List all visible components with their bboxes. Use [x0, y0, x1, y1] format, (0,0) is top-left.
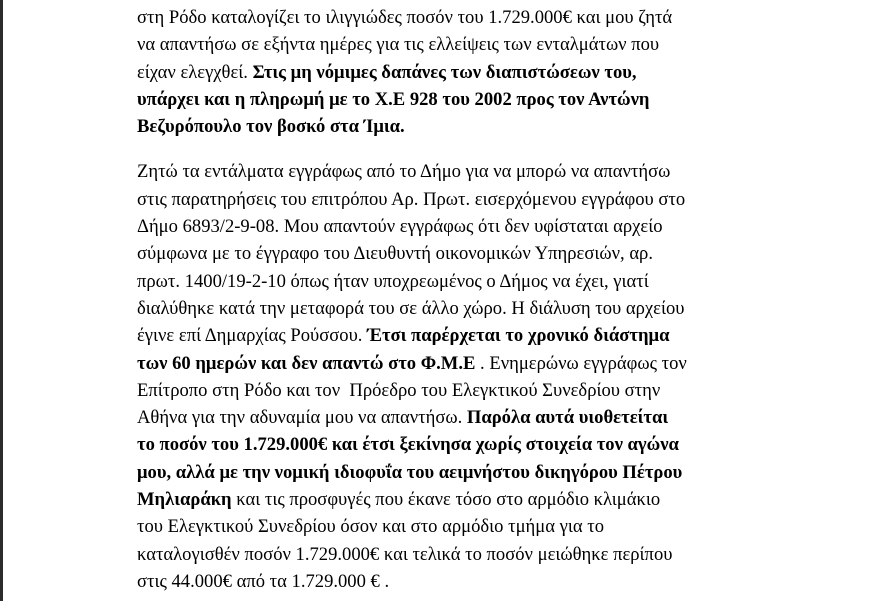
text-line [137, 404, 787, 431]
text-run: είχαν ελεγχθεί. [137, 61, 253, 83]
text-run: Επίτροπο στη Ρόδο και τον Πρόεδρο του Ελεγκτικού Συνεδρίου στην [137, 379, 661, 401]
text-line [137, 459, 787, 486]
document-page [137, 4, 787, 595]
text-run: διαλύθηκε κατά την μεταφορά του σε άλλο χώρο. Η διάλυση του αρχείου [137, 297, 685, 319]
paragraph-1 [137, 4, 787, 140]
bold-text-run: Μηλιαράκη [137, 489, 232, 511]
bold-text-run: των 60 ημερών και δεν απαντώ στο Φ.Μ.Ε [137, 352, 476, 374]
text-line [137, 31, 787, 58]
text-line [137, 568, 787, 595]
text-run: σύμφωνα με το έγγραφο του Διευθυντή οικονομικών Υπηρεσιών, αρ. [137, 243, 653, 265]
bold-text-run: Βεζυρόπουλο τον βοσκό στα Ίμια. [137, 116, 405, 138]
text-line [137, 59, 787, 86]
text-line [137, 541, 787, 568]
text-line [137, 431, 787, 458]
bold-text-run: το ποσόν του 1.729.000€ και έτσι ξεκίνησα χωρίς στοιχεία τον αγώνα [137, 434, 679, 456]
text-run: του Ελεγκτικού Συνεδρίου όσον και στο αρμόδιο τμήμα για το [137, 516, 605, 538]
text-line [137, 186, 787, 213]
text-run: καταλογισθέν ποσόν 1.729.000€ και τελικά το ποσόν μειώθηκε περίπου [137, 543, 673, 565]
text-run: Ζητώ τα εντάλματα εγγράφως από το Δήμο για να μπορώ να απαντήσω [137, 161, 671, 183]
text-line [137, 158, 787, 185]
window-left-edge [0, 0, 3, 601]
text-line [137, 350, 787, 377]
bold-text-run: Έτσι παρέρχεται το χρονικό διάστημα [367, 325, 670, 347]
text-run: Αθήνα για την αδυναμία μου να απαντήσω. [137, 407, 467, 429]
text-line [137, 268, 787, 295]
text-line [137, 4, 787, 31]
text-run: στις 44.000€ από τα 1.729.000 € . [137, 570, 390, 592]
bold-text-run: Παρόλα αυτά υιοθετείται [466, 407, 669, 429]
text-line [137, 322, 787, 349]
text-run: στις παρατηρήσεις του επιτρόπου Αρ. Πρωτ. εισερχόμενου εγγράφου στο [137, 188, 686, 210]
text-run: και τις προσφυγές που έκανε τόσο στο αρμόδιο κλιμάκιο [231, 489, 661, 511]
bold-text-run: Στις μη νόμιμες δαπάνες των διαπιστώσεων του, [252, 61, 637, 83]
text-line [137, 213, 787, 240]
text-run: Δήμο 6893/2-9-08. Μου απαντούν εγγράφως ότι δεν υφίσταται αρχείο [137, 216, 663, 238]
text-line [137, 486, 787, 513]
text-line [137, 377, 787, 404]
text-line [137, 295, 787, 322]
text-run: στη Ρόδο καταλογίζει το ιλιγγιώδες ποσόν του 1.729.000€ και μου ζητά [137, 7, 673, 28]
text-line [137, 513, 787, 540]
bold-text-run: μου, αλλά με την νομική ιδιοφυΐα του αειμνήστου δικηγόρου Πέτρου [137, 461, 683, 483]
bold-text-run: υπάρχει και η πληρωμή με το Χ.Ε 928 του 2002 προς τον Αντώνη [137, 88, 650, 110]
text-run: . Ενημερώνω εγγράφως τον [475, 352, 687, 374]
text-line [137, 113, 787, 140]
paragraph-2 [137, 158, 787, 595]
text-line [137, 86, 787, 113]
text-run: έγινε επί Δημαρχίας Ρούσσου. [137, 325, 368, 347]
text-line [137, 240, 787, 267]
text-run: να απαντήσω σε εξήντα ημέρες για τις ελλείψεις των ενταλμάτων που [137, 34, 660, 56]
text-run: πρωτ. 1400/19-2-10 όπως ήταν υποχρεωμένος ο Δήμος να έχει, γιατί [137, 270, 649, 292]
